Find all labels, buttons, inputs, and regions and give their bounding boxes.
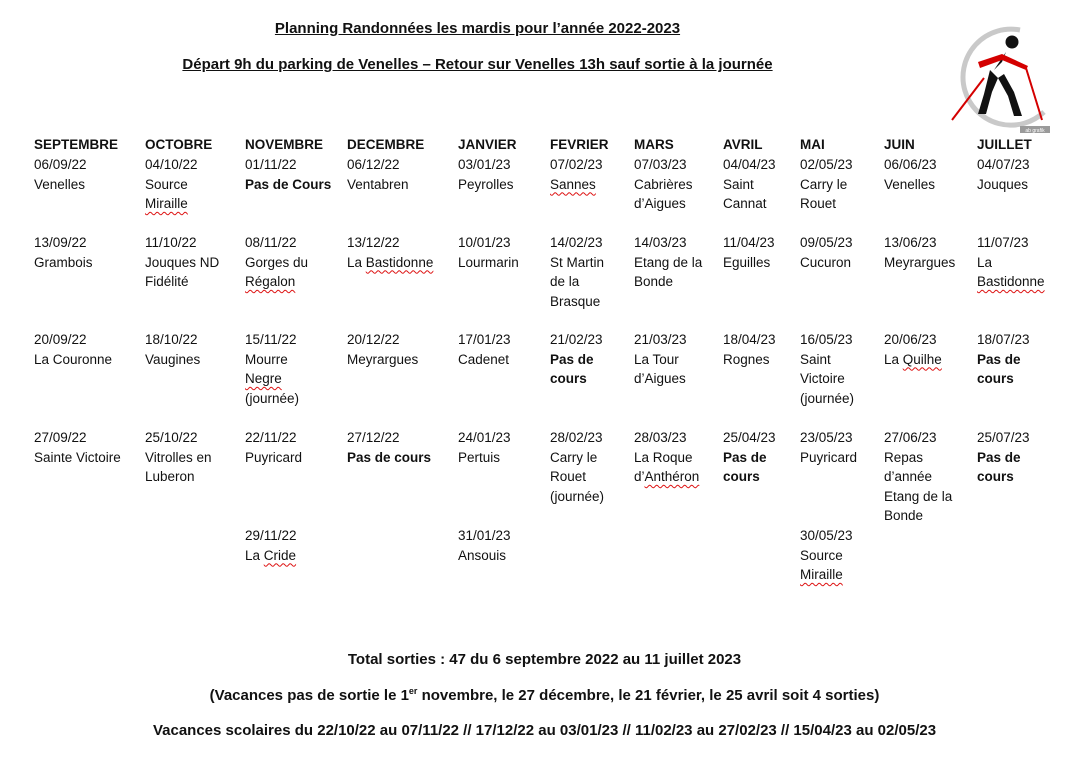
- outing-date: 16/05/23: [800, 332, 853, 347]
- outing-place: Pertuis: [458, 449, 501, 465]
- outing-entry: [458, 155, 514, 194]
- outing-place: Luberon: [145, 469, 195, 484]
- outing-place: Cucuron: [800, 254, 852, 270]
- outing-entry: [800, 428, 857, 467]
- outing-entry: [34, 233, 93, 272]
- outing-entry: [458, 330, 511, 369]
- outing-entry: [245, 428, 302, 467]
- outing-date: 06/06/23: [884, 157, 937, 172]
- outing-place: Pas de: [723, 449, 767, 465]
- outing-date: 20/12/22: [347, 332, 400, 347]
- outing-date: 18/04/23: [723, 332, 776, 347]
- outing-place: Repas: [884, 449, 924, 465]
- outing-entry: [34, 428, 121, 467]
- outing-entry: [977, 428, 1030, 487]
- outing-date: 03/01/23: [458, 157, 511, 172]
- outing-place: Venelles: [884, 176, 936, 192]
- outing-place: Negre: [245, 371, 282, 386]
- vacances-text-end: novembre, le 27 décembre, le 21 février, le 25 avril soit 4 sorties): [417, 687, 880, 704]
- month-header: JANVIER: [458, 137, 517, 152]
- outing-date: 21/02/23: [550, 332, 603, 347]
- outing-place: Cadenet: [458, 351, 510, 367]
- outing-entry: [723, 155, 776, 214]
- outing-date: 01/11/22: [245, 157, 297, 172]
- outing-place: cours: [723, 469, 760, 484]
- outing-place: Grambois: [34, 254, 93, 270]
- outing-place: Meyrargues: [884, 254, 956, 270]
- outing-place: Rouet: [800, 196, 837, 211]
- outing-entry: [977, 233, 1045, 292]
- outing-entry: [145, 233, 219, 292]
- outing-date: 25/07/23: [977, 430, 1030, 445]
- outing-date: 28/03/23: [634, 430, 687, 445]
- outing-place: cours: [550, 371, 587, 386]
- outing-entry: [458, 526, 511, 565]
- vacances-superscript: er: [408, 686, 418, 696]
- vacances-text-start: (Vacances pas de sortie le 1: [209, 687, 409, 704]
- outing-place: Source: [145, 176, 188, 192]
- outing-date: 22/11/22: [245, 430, 297, 445]
- outing-date: 30/05/23: [800, 528, 853, 543]
- month-column-avril: [723, 136, 763, 154]
- outing-place: de la: [550, 274, 580, 289]
- month-header: FEVRIER: [550, 137, 609, 152]
- outing-date: 21/03/23: [634, 332, 687, 347]
- outing-place: Lourmarin: [458, 254, 519, 270]
- outing-entry: [884, 233, 955, 272]
- outing-place: Mourre: [245, 351, 288, 367]
- outing-place: Meyrargues: [347, 351, 419, 367]
- outing-entry: [347, 155, 409, 194]
- outing-place: Vaugines: [145, 351, 201, 367]
- outing-entry: [723, 428, 776, 487]
- month-column-mars: [634, 136, 674, 154]
- outing-date: 13/06/23: [884, 235, 937, 250]
- outing-entry: [245, 233, 308, 292]
- month-header: OCTOBRE: [145, 137, 213, 152]
- outing-place: Source: [800, 547, 843, 563]
- outing-place: La Roque: [634, 449, 693, 465]
- outing-entry: [347, 233, 433, 272]
- outing-date: 04/10/22: [145, 157, 198, 172]
- outing-date: 18/07/23: [977, 332, 1030, 347]
- outing-place: Pas de: [977, 351, 1021, 367]
- outing-entry: [800, 330, 854, 408]
- month-column-septembre: [34, 136, 118, 154]
- outing-date: 31/01/23: [458, 528, 511, 543]
- outing-date: 07/03/23: [634, 157, 687, 172]
- outing-date: 04/07/23: [977, 157, 1030, 172]
- outing-date: 20/09/22: [34, 332, 87, 347]
- outing-date: 24/01/23: [458, 430, 511, 445]
- outing-place: Carry le: [550, 449, 598, 465]
- month-column-mai: [800, 136, 825, 154]
- outing-date: 27/09/22: [34, 430, 87, 445]
- outing-entry: [550, 233, 604, 311]
- outing-entry: [977, 330, 1030, 389]
- total-sorties: Total sorties : 47 du 6 septembre 2022 au 11 juillet 2023: [347, 651, 742, 668]
- month-header: NOVEMBRE: [245, 137, 324, 152]
- outing-entry: [550, 330, 603, 389]
- outing-place: Carry le: [800, 176, 848, 192]
- month-header: MARS: [634, 137, 674, 152]
- outing-place: Jouques: [977, 176, 1029, 192]
- outing-place: Cabrières: [634, 176, 693, 192]
- outing-place: Saint: [723, 176, 754, 192]
- outing-place: d’Aigues: [634, 371, 686, 386]
- outing-entry: [245, 526, 297, 565]
- month-column-decembre: [347, 136, 424, 154]
- outing-place: Rouet: [550, 469, 587, 484]
- outing-place: La Bastidonne: [347, 254, 434, 270]
- month-header: JUILLET: [977, 137, 1032, 152]
- outing-date: 14/02/23: [550, 235, 603, 250]
- outing-place: Saint: [800, 351, 831, 367]
- month-header: DECEMBRE: [347, 137, 425, 152]
- outing-place: Miraille: [145, 196, 188, 211]
- month-header: AVRIL: [723, 137, 763, 152]
- outing-place: Fidélité: [145, 274, 189, 289]
- outing-entry: [245, 330, 299, 408]
- outing-place: La Quilhe: [884, 351, 942, 367]
- outing-entry: [550, 428, 604, 506]
- outing-place: Bonde: [884, 508, 924, 523]
- outing-entry: [145, 155, 198, 214]
- outing-date: 09/05/23: [800, 235, 853, 250]
- outing-place: (journée): [800, 390, 855, 406]
- vacances-note: [0, 686, 1089, 704]
- outing-place: d’Aigues: [634, 196, 686, 211]
- outing-entry: [723, 330, 776, 369]
- outing-date: 18/10/22: [145, 332, 198, 347]
- month-header: JUIN: [884, 137, 915, 152]
- outing-entry: [458, 233, 519, 272]
- outing-date: 27/06/23: [884, 430, 937, 445]
- outing-place: La Tour: [634, 351, 679, 367]
- outing-date: 25/04/23: [723, 430, 776, 445]
- outing-place: Jouques ND: [145, 254, 220, 270]
- outing-place: Sannes: [550, 176, 596, 192]
- outing-place: Pas de: [550, 351, 594, 367]
- hiking-logo: [944, 22, 1054, 134]
- outing-entry: [550, 155, 603, 194]
- outing-date: 28/02/23: [550, 430, 603, 445]
- outing-date: 11/10/22: [145, 235, 197, 250]
- outing-entry: [347, 428, 431, 467]
- outing-date: 08/11/22: [245, 235, 297, 250]
- outing-date: 11/04/23: [723, 235, 775, 250]
- outing-place: Venelles: [34, 176, 86, 192]
- outing-date: 10/01/23: [458, 235, 511, 250]
- outing-place: (journée): [245, 390, 300, 406]
- outing-place: Etang de la: [634, 254, 703, 270]
- outing-entry: [458, 428, 511, 467]
- outing-entry: [800, 526, 853, 585]
- outing-place: Sainte Victoire: [34, 449, 121, 465]
- outing-entry: [145, 330, 200, 369]
- outing-place: Gorges du: [245, 254, 309, 270]
- outing-date: 11/07/23: [977, 235, 1029, 250]
- outing-place: La: [977, 254, 993, 270]
- outing-entry: [347, 330, 418, 369]
- outing-date: 23/05/23: [800, 430, 853, 445]
- outing-date: 29/11/22: [245, 528, 297, 543]
- outing-place: Peyrolles: [458, 176, 514, 192]
- month-column-octobre: [145, 136, 212, 154]
- outing-entry: [634, 233, 702, 292]
- outing-place: cours: [977, 371, 1014, 386]
- outing-place: Miraille: [800, 567, 843, 582]
- outing-date: 06/09/22: [34, 157, 87, 172]
- outing-entry: [34, 330, 112, 369]
- outing-date: 17/01/23: [458, 332, 511, 347]
- outing-place: Bonde: [634, 274, 674, 289]
- outing-entry: [723, 233, 775, 272]
- outing-place: Ventabren: [347, 176, 409, 192]
- outing-place: Pas de cours: [347, 449, 432, 465]
- outing-place: Vitrolles en: [145, 449, 212, 465]
- outing-date: 02/05/23: [800, 157, 853, 172]
- outing-entry: [800, 155, 853, 214]
- outing-date: 06/12/22: [347, 157, 400, 172]
- outing-entry: [884, 330, 942, 369]
- outing-place: d’Anthéron: [634, 469, 700, 484]
- outing-place: Cannat: [723, 196, 767, 211]
- outing-entry: [977, 155, 1030, 194]
- outing-entry: [245, 155, 331, 194]
- outing-date: 27/12/22: [347, 430, 400, 445]
- month-header: SEPTEMBRE: [34, 137, 119, 152]
- outing-place: Puyricard: [800, 449, 858, 465]
- outing-entry: [800, 233, 853, 272]
- outing-entry: [634, 428, 699, 487]
- outing-place: Rognes: [723, 351, 770, 367]
- outing-date: 20/06/23: [884, 332, 937, 347]
- outing-place: Pas de Cours: [245, 176, 332, 192]
- month-column-janvier: [458, 136, 517, 154]
- outing-entry: [884, 428, 952, 526]
- month-column-fevrier: [550, 136, 609, 154]
- outing-place: La Cride: [245, 547, 297, 563]
- page-subtitle: Départ 9h du parking de Venelles – Retour sur Venelles 13h sauf sortie à la journée: [182, 56, 773, 73]
- outing-place: Eguilles: [723, 254, 771, 270]
- outing-place: Puyricard: [245, 449, 303, 465]
- outing-date: 13/09/22: [34, 235, 87, 250]
- outing-date: 14/03/23: [634, 235, 687, 250]
- outing-entry: [634, 155, 693, 214]
- outing-place: St Martin: [550, 254, 605, 270]
- outing-place: Régalon: [245, 274, 296, 289]
- outing-place: La Couronne: [34, 351, 113, 367]
- page-title: Planning Randonnées les mardis pour l’année 2022-2023: [274, 20, 681, 37]
- month-column-juin: [884, 136, 915, 154]
- month-column-novembre: [245, 136, 323, 154]
- vacances-scolaires: Vacances scolaires du 22/10/22 au 07/11/22 // 17/12/22 au 03/01/23 // 11/02/23 au 27/02/23 // 15/04/23 au 02/05/23: [152, 722, 937, 739]
- outing-date: 07/02/23: [550, 157, 603, 172]
- outing-entry: [34, 155, 87, 194]
- outing-entry: [884, 155, 937, 194]
- outing-place: Ansouis: [458, 547, 507, 563]
- month-column-juillet: [977, 136, 1032, 154]
- outing-place: cours: [977, 469, 1014, 484]
- outing-place: Victoire: [800, 371, 845, 386]
- outing-entry: [145, 428, 212, 487]
- month-header: MAI: [800, 137, 825, 152]
- outing-place: (journée): [550, 488, 605, 504]
- logo-caption: ab grafik: [1025, 128, 1045, 134]
- outing-place: d’année: [884, 469, 933, 484]
- outing-date: 13/12/22: [347, 235, 400, 250]
- outing-place: Bastidonne: [977, 274, 1045, 289]
- outing-entry: [634, 330, 687, 389]
- outing-date: 15/11/22: [245, 332, 297, 347]
- outing-place: Pas de: [977, 449, 1021, 465]
- outing-place: Brasque: [550, 293, 601, 309]
- outing-date: 25/10/22: [145, 430, 198, 445]
- outing-place: Etang de la: [884, 488, 953, 504]
- outing-date: 04/04/23: [723, 157, 776, 172]
